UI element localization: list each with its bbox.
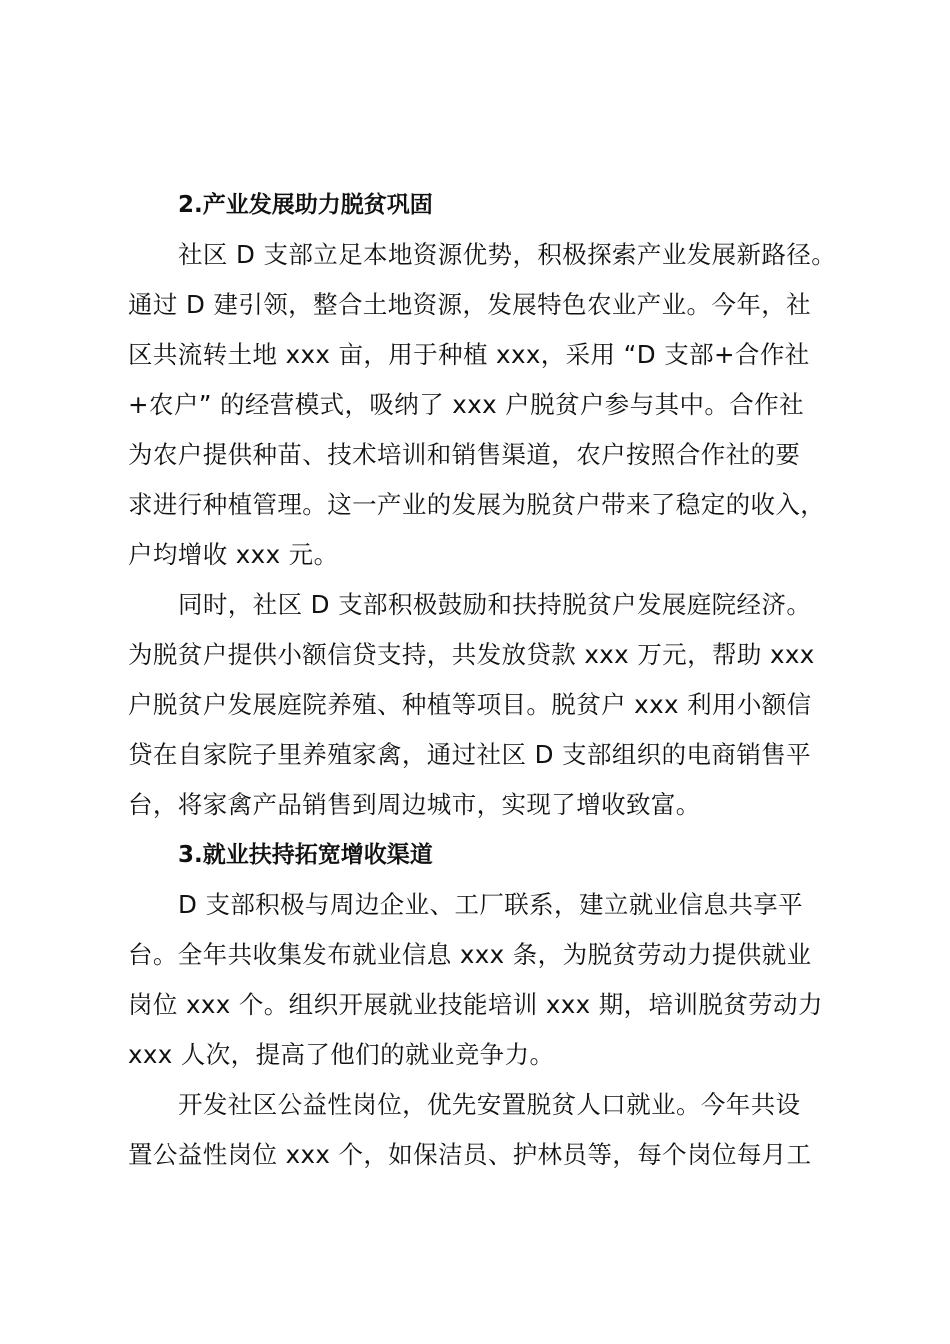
- paragraph-line: 通过 D 建引领，整合土地资源，发展特色农业产业。今年，社: [128, 290, 812, 319]
- document-page: [128, 180, 838, 1180]
- paragraph-line: 为农户提供种苗、技术培训和销售渠道，农户按照合作社的要: [128, 440, 801, 469]
- paragraph-line: 为脱贫户提供小额信贷支持，共发放贷款 xxx 万元，帮助 xxx: [128, 640, 815, 669]
- paragraph-line: 社区 D 支部立足本地资源优势，积极探索产业发展新路径。: [178, 240, 837, 269]
- paragraph-line: 区共流转土地 xxx 亩，用于种植 xxx，采用 “D 支部+合作社: [128, 340, 810, 369]
- paragraph-line: 求进行种植管理。这一产业的发展为脱贫户带来了稳定的收入，: [128, 490, 826, 519]
- section-heading: 2.产业发展助力脱贫巩固: [178, 192, 433, 218]
- paragraph-line: 同时，社区 D 支部积极鼓励和扶持脱贫户发展庭院经济。: [178, 590, 812, 619]
- paragraph-line: 户均增收 xxx 元。: [128, 540, 339, 569]
- paragraph-line: 台。全年共收集发布就业信息 xxx 条，为脱贫劳动力提供就业: [128, 940, 812, 969]
- paragraph: [128, 230, 838, 580]
- paragraph-line: 开发社区公益性岗位，优先安置脱贫人口就业。今年共设: [178, 1090, 801, 1119]
- paragraph-line: +农户” 的经营模式，吸纳了 xxx 户脱贫户参与其中。合作社: [128, 390, 804, 419]
- paragraph: [128, 1080, 838, 1180]
- paragraph-line: D 支部积极与周边企业、工厂联系，建立就业信息共享平: [178, 890, 804, 919]
- paragraph-line: 户脱贫户发展庭院养殖、种植等项目。脱贫户 xxx 利用小额信: [128, 690, 812, 719]
- paragraph-line: 贷在自家院子里养殖家禽，通过社区 D 支部组织的电商销售平: [128, 740, 812, 769]
- paragraph-line: 置公益性岗位 xxx 个，如保洁员、护林员等，每个岗位每月工: [128, 1140, 812, 1169]
- section-heading: 3.就业扶持拓宽增收渠道: [178, 842, 433, 868]
- paragraph: [128, 880, 838, 1080]
- paragraph: [128, 580, 838, 830]
- paragraph-line: xxx 人次，提高了他们的就业竞争力。: [128, 1040, 555, 1069]
- paragraph-line: 岗位 xxx 个。组织开展就业技能培训 xxx 期，培训脱贫劳动力: [128, 990, 823, 1019]
- paragraph-line: 台，将家禽产品销售到周边城市，实现了增收致富。: [128, 790, 701, 819]
